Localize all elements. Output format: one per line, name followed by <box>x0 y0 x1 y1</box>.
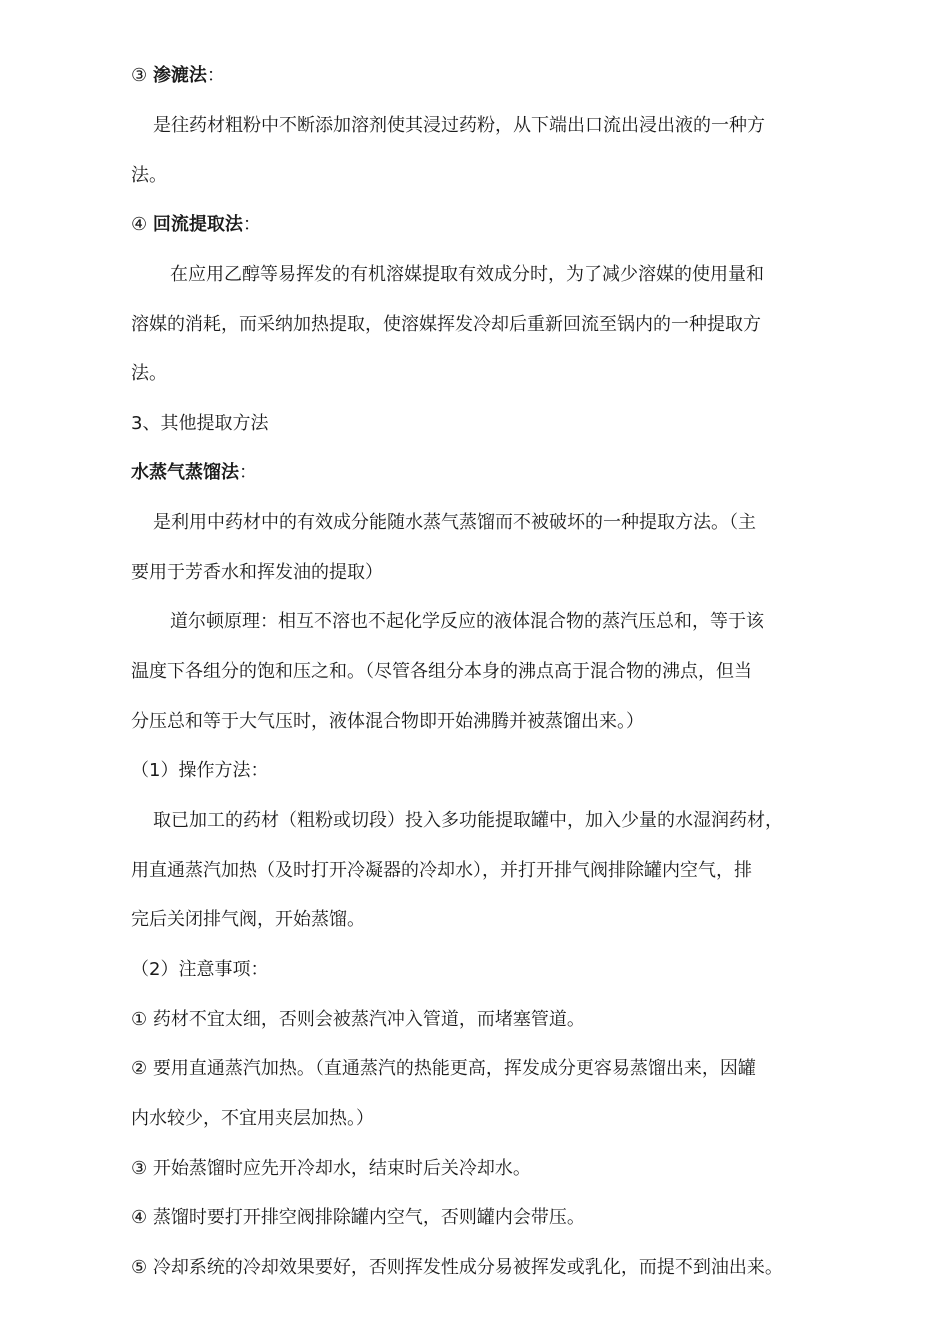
steam-distillation-heading-colon: ： <box>239 462 257 483</box>
dalton-principle-line-3: 分压总和等于大气压时，液体混合物即开始沸腾并被蒸馏出来。） <box>131 711 644 732</box>
note-item-2-line-1: ② 要用直通蒸汽加热。（直通蒸汽的热能更高，挥发成分更容易蒸馏出来，因罐 <box>131 1058 756 1079</box>
other-methods-title: 3、其他提取方法 <box>131 413 269 434</box>
dalton-principle-line-1: 道尔顿原理：相互不溶也不起化学反应的液体混合物的蒸汽压总和，等于该 <box>170 611 764 632</box>
reflux-heading-number: ④ <box>131 214 148 235</box>
steam-distillation-heading-title: 水蒸气蒸馏法 <box>131 462 239 483</box>
percolation-body-line-1: 是往药材粗粉中不断添加溶剂使其浸过药粉，从下端出口流出浸出液的一种方 <box>153 115 765 136</box>
percolation-heading <box>131 63 821 89</box>
steam-distillation-body-line-2: 要用于芳香水和挥发油的提取） <box>131 562 383 583</box>
note-item-1: ① 药材不宜太细，否则会被蒸汽冲入管道，而堵塞管道。 <box>131 1009 585 1030</box>
dalton-principle-line-2: 温度下各组分的饱和压之和。（尽管各组分本身的沸点高于混合物的沸点，但当 <box>131 661 752 682</box>
operation-line-1: 取已加工的药材（粗粉或切段）投入多功能提取罐中，加入少量的水湿润药材， <box>153 810 783 831</box>
operation-title: （1）操作方法： <box>131 760 269 781</box>
operation-line-2: 用直通蒸汽加热（及时打开冷凝器的冷却水），并打开排气阀排除罐内空气，排 <box>131 860 752 881</box>
reflux-body-line-3: 法。 <box>131 363 167 384</box>
percolation-heading-number: ③ <box>131 65 148 86</box>
note-item-4: ④ 蒸馏时要打开排空阀排除罐内空气，否则罐内会带压。 <box>131 1207 585 1228</box>
reflux-body-line-2: 溶媒的消耗，而采纳加热提取，使溶媒挥发冷却后重新回流至锅内的一种提取方 <box>131 314 761 335</box>
note-item-3: ③ 开始蒸馏时应先开冷却水，结束时后关冷却水。 <box>131 1158 531 1179</box>
reflux-heading <box>131 212 821 238</box>
reflux-body-line-1: 在应用乙醇等易挥发的有机溶媒提取有效成分时，为了减少溶媒的使用量和 <box>170 264 764 285</box>
percolation-heading-title: 渗漉法 <box>152 65 207 86</box>
note-item-5: ⑤ 冷却系统的冷却效果要好，否则挥发性成分易被挥发或乳化，而提不到油出来。 <box>131 1257 783 1278</box>
reflux-heading-title: 回流提取法 <box>152 214 243 235</box>
notes-title: （2）注意事项： <box>131 959 269 980</box>
percolation-heading-colon: ： <box>206 65 225 86</box>
operation-line-3: 完后关闭排气阀，开始蒸馏。 <box>131 909 365 930</box>
steam-distillation-body-line-1: 是利用中药材中的有效成分能随水蒸气蒸馏而不被破坏的一种提取方法。（主 <box>153 512 756 533</box>
percolation-body-line-2: 法。 <box>131 165 167 186</box>
steam-distillation-heading <box>131 460 821 486</box>
reflux-heading-colon: ： <box>242 214 261 235</box>
note-item-2-line-2: 内水较少，不宜用夹层加热。） <box>131 1108 374 1129</box>
